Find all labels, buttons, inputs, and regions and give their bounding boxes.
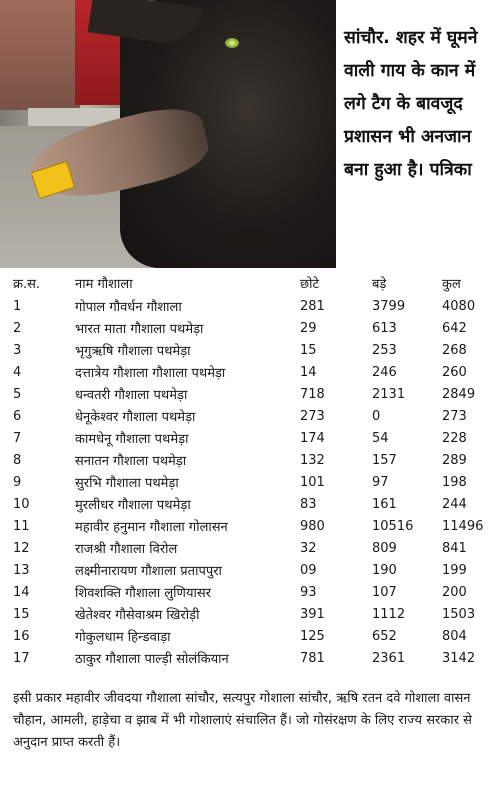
- cell-serial: 6: [13, 408, 22, 424]
- cell-small: 273: [300, 408, 325, 424]
- cell-name: लक्ष्मीनारायण गौशाला प्रतापपुरा: [75, 564, 222, 579]
- table-row: [0, 317, 501, 339]
- cell-large: 190: [372, 562, 397, 578]
- cell-large: 3799: [372, 298, 406, 314]
- cell-small: 781: [300, 650, 325, 666]
- cell-total: 11496: [442, 518, 484, 534]
- cell-total: 3142: [442, 650, 476, 666]
- cell-total: 244: [442, 496, 467, 512]
- cell-name: भारत माता गौशाला पथमेड़ा: [75, 322, 204, 337]
- cell-serial: 13: [13, 562, 30, 578]
- footer-note: इसी प्रकार महावीर जीवदया गौशाला सांचौर, सत्यपुर गोशाला सांचौर, ऋषि रतन दवे गोशाला वासन चौहान, आमली, हाड़ेचा व झाब में भी गोशालाएं संचालित हैं। जो गोसंरक्षण के लिए राज्य सरकार से अनुदान प्राप्त करती हैं।: [13, 691, 472, 750]
- cell-name: कामधेनू गौशाला पथमेड़ा: [75, 432, 189, 447]
- cell-serial: 3: [13, 342, 22, 358]
- cell-large: 613: [372, 320, 397, 336]
- table-row: [0, 647, 501, 669]
- cell-total: 1503: [442, 606, 476, 622]
- table-row: [0, 295, 501, 317]
- cell-large: 1112: [372, 606, 406, 622]
- cell-name: गोपाल गौवर्धन गौशाला: [75, 300, 182, 315]
- table-row: [0, 405, 501, 427]
- table-row: [0, 449, 501, 471]
- cell-large: 809: [372, 540, 397, 556]
- cell-serial: 11: [13, 518, 30, 534]
- cell-small: 125: [300, 628, 325, 644]
- cell-large: 97: [372, 474, 389, 490]
- cell-large: 246: [372, 364, 397, 380]
- cell-name: सुरभि गौशाला पथमेड़ा: [75, 476, 179, 491]
- header-total: कुल: [442, 276, 461, 292]
- table-row: [0, 493, 501, 515]
- cell-total: 841: [442, 540, 467, 556]
- cell-large: 2361: [372, 650, 406, 666]
- header-large: बड़े: [372, 276, 387, 292]
- table-header-row: [0, 270, 501, 295]
- cell-small: 14: [300, 364, 317, 380]
- cell-total: 200: [442, 584, 467, 600]
- table-row: [0, 581, 501, 603]
- cell-large: 652: [372, 628, 397, 644]
- table-row: [0, 625, 501, 647]
- cell-name: महावीर हनुमान गौशाला गोलासन: [75, 520, 228, 535]
- wall-background: [0, 0, 80, 110]
- cell-small: 15: [300, 342, 317, 358]
- cell-large: 54: [372, 430, 389, 446]
- cell-large: 107: [372, 584, 397, 600]
- cell-small: 93: [300, 584, 317, 600]
- cell-serial: 5: [13, 386, 22, 402]
- cell-large: 10516: [372, 518, 414, 534]
- table-row: [0, 603, 501, 625]
- cell-total: 4080: [442, 298, 476, 314]
- cell-serial: 10: [13, 496, 30, 512]
- table-row: [0, 515, 501, 537]
- cell-serial: 16: [13, 628, 30, 644]
- table-row: [0, 383, 501, 405]
- cell-total: 804: [442, 628, 467, 644]
- cell-total: 260: [442, 364, 467, 380]
- gaushala-table: [0, 270, 501, 669]
- cell-serial: 15: [13, 606, 30, 622]
- cell-large: 0: [372, 408, 381, 424]
- cell-total: 228: [442, 430, 467, 446]
- cell-large: 157: [372, 452, 397, 468]
- header-serial: क्र.स.: [13, 276, 41, 292]
- cell-name: धेनूकेश्वर गौशाला पथमेड़ा: [75, 410, 196, 425]
- cell-large: 2131: [372, 386, 406, 402]
- cell-small: 32: [300, 540, 317, 556]
- cell-serial: 1: [13, 298, 22, 314]
- header-small: छोटे: [300, 276, 320, 292]
- cell-large: 253: [372, 342, 397, 358]
- cell-serial: 2: [13, 320, 22, 336]
- cell-name: शिवशक्ति गौशाला लुणियासर: [75, 586, 211, 601]
- table-row: [0, 559, 501, 581]
- header-name: नाम गौशाला: [75, 276, 133, 292]
- cell-name: खेतेश्वर गौसेवाश्रम खिरोड़ी: [75, 608, 200, 623]
- cell-small: 29: [300, 320, 317, 336]
- cell-serial: 8: [13, 452, 22, 468]
- cell-total: 2849: [442, 386, 476, 402]
- cell-small: 174: [300, 430, 325, 446]
- table-row: [0, 537, 501, 559]
- cell-name: धन्वतरी गौशाला पथमेड़ा: [75, 388, 188, 403]
- cell-serial: 9: [13, 474, 22, 490]
- cell-small: 980: [300, 518, 325, 534]
- cell-small: 09: [300, 562, 317, 578]
- cell-small: 718: [300, 386, 325, 402]
- table-row: [0, 339, 501, 361]
- cell-name: भृगुऋषि गौशाला पथमेड़ा: [75, 344, 191, 359]
- cell-total: 289: [442, 452, 467, 468]
- cell-total: 198: [442, 474, 467, 490]
- cell-total: 273: [442, 408, 467, 424]
- cell-small: 83: [300, 496, 317, 512]
- table-row: [0, 361, 501, 383]
- photo-caption: सांचौर. शहर में घूमने वाली गाय के कान में लगे टैग के बावजूद प्रशासन भी अनजान बना हुआ है। पत्रिका: [344, 28, 478, 180]
- cell-total: 199: [442, 562, 467, 578]
- cell-name: सनातन गौशाला पथमेड़ा: [75, 454, 187, 469]
- cell-small: 281: [300, 298, 325, 314]
- cell-large: 161: [372, 496, 397, 512]
- cell-small: 391: [300, 606, 325, 622]
- cell-name: राजश्री गौशाला विरोल: [75, 542, 178, 557]
- cell-serial: 17: [13, 650, 30, 666]
- cow-photo: [0, 0, 336, 268]
- table-row: [0, 471, 501, 493]
- cell-name: मुरलीधर गौशाला पथमेड़ा: [75, 498, 191, 513]
- cell-serial: 12: [13, 540, 30, 556]
- cell-name: ठाकुर गौशाला पाल्ड़ी सोलंकियान: [75, 652, 229, 667]
- table-row: [0, 427, 501, 449]
- cell-serial: 4: [13, 364, 22, 380]
- cell-total: 268: [442, 342, 467, 358]
- cell-name: दत्तात्रेय गौशाला गौशाला पथमेड़ा: [75, 366, 226, 381]
- cell-small: 101: [300, 474, 325, 490]
- cow-eye: [225, 38, 239, 48]
- cell-small: 132: [300, 452, 325, 468]
- cell-serial: 7: [13, 430, 22, 446]
- cell-total: 642: [442, 320, 467, 336]
- cell-name: गोकुलधाम हिन्डवाड़ा: [75, 630, 171, 645]
- cell-serial: 14: [13, 584, 30, 600]
